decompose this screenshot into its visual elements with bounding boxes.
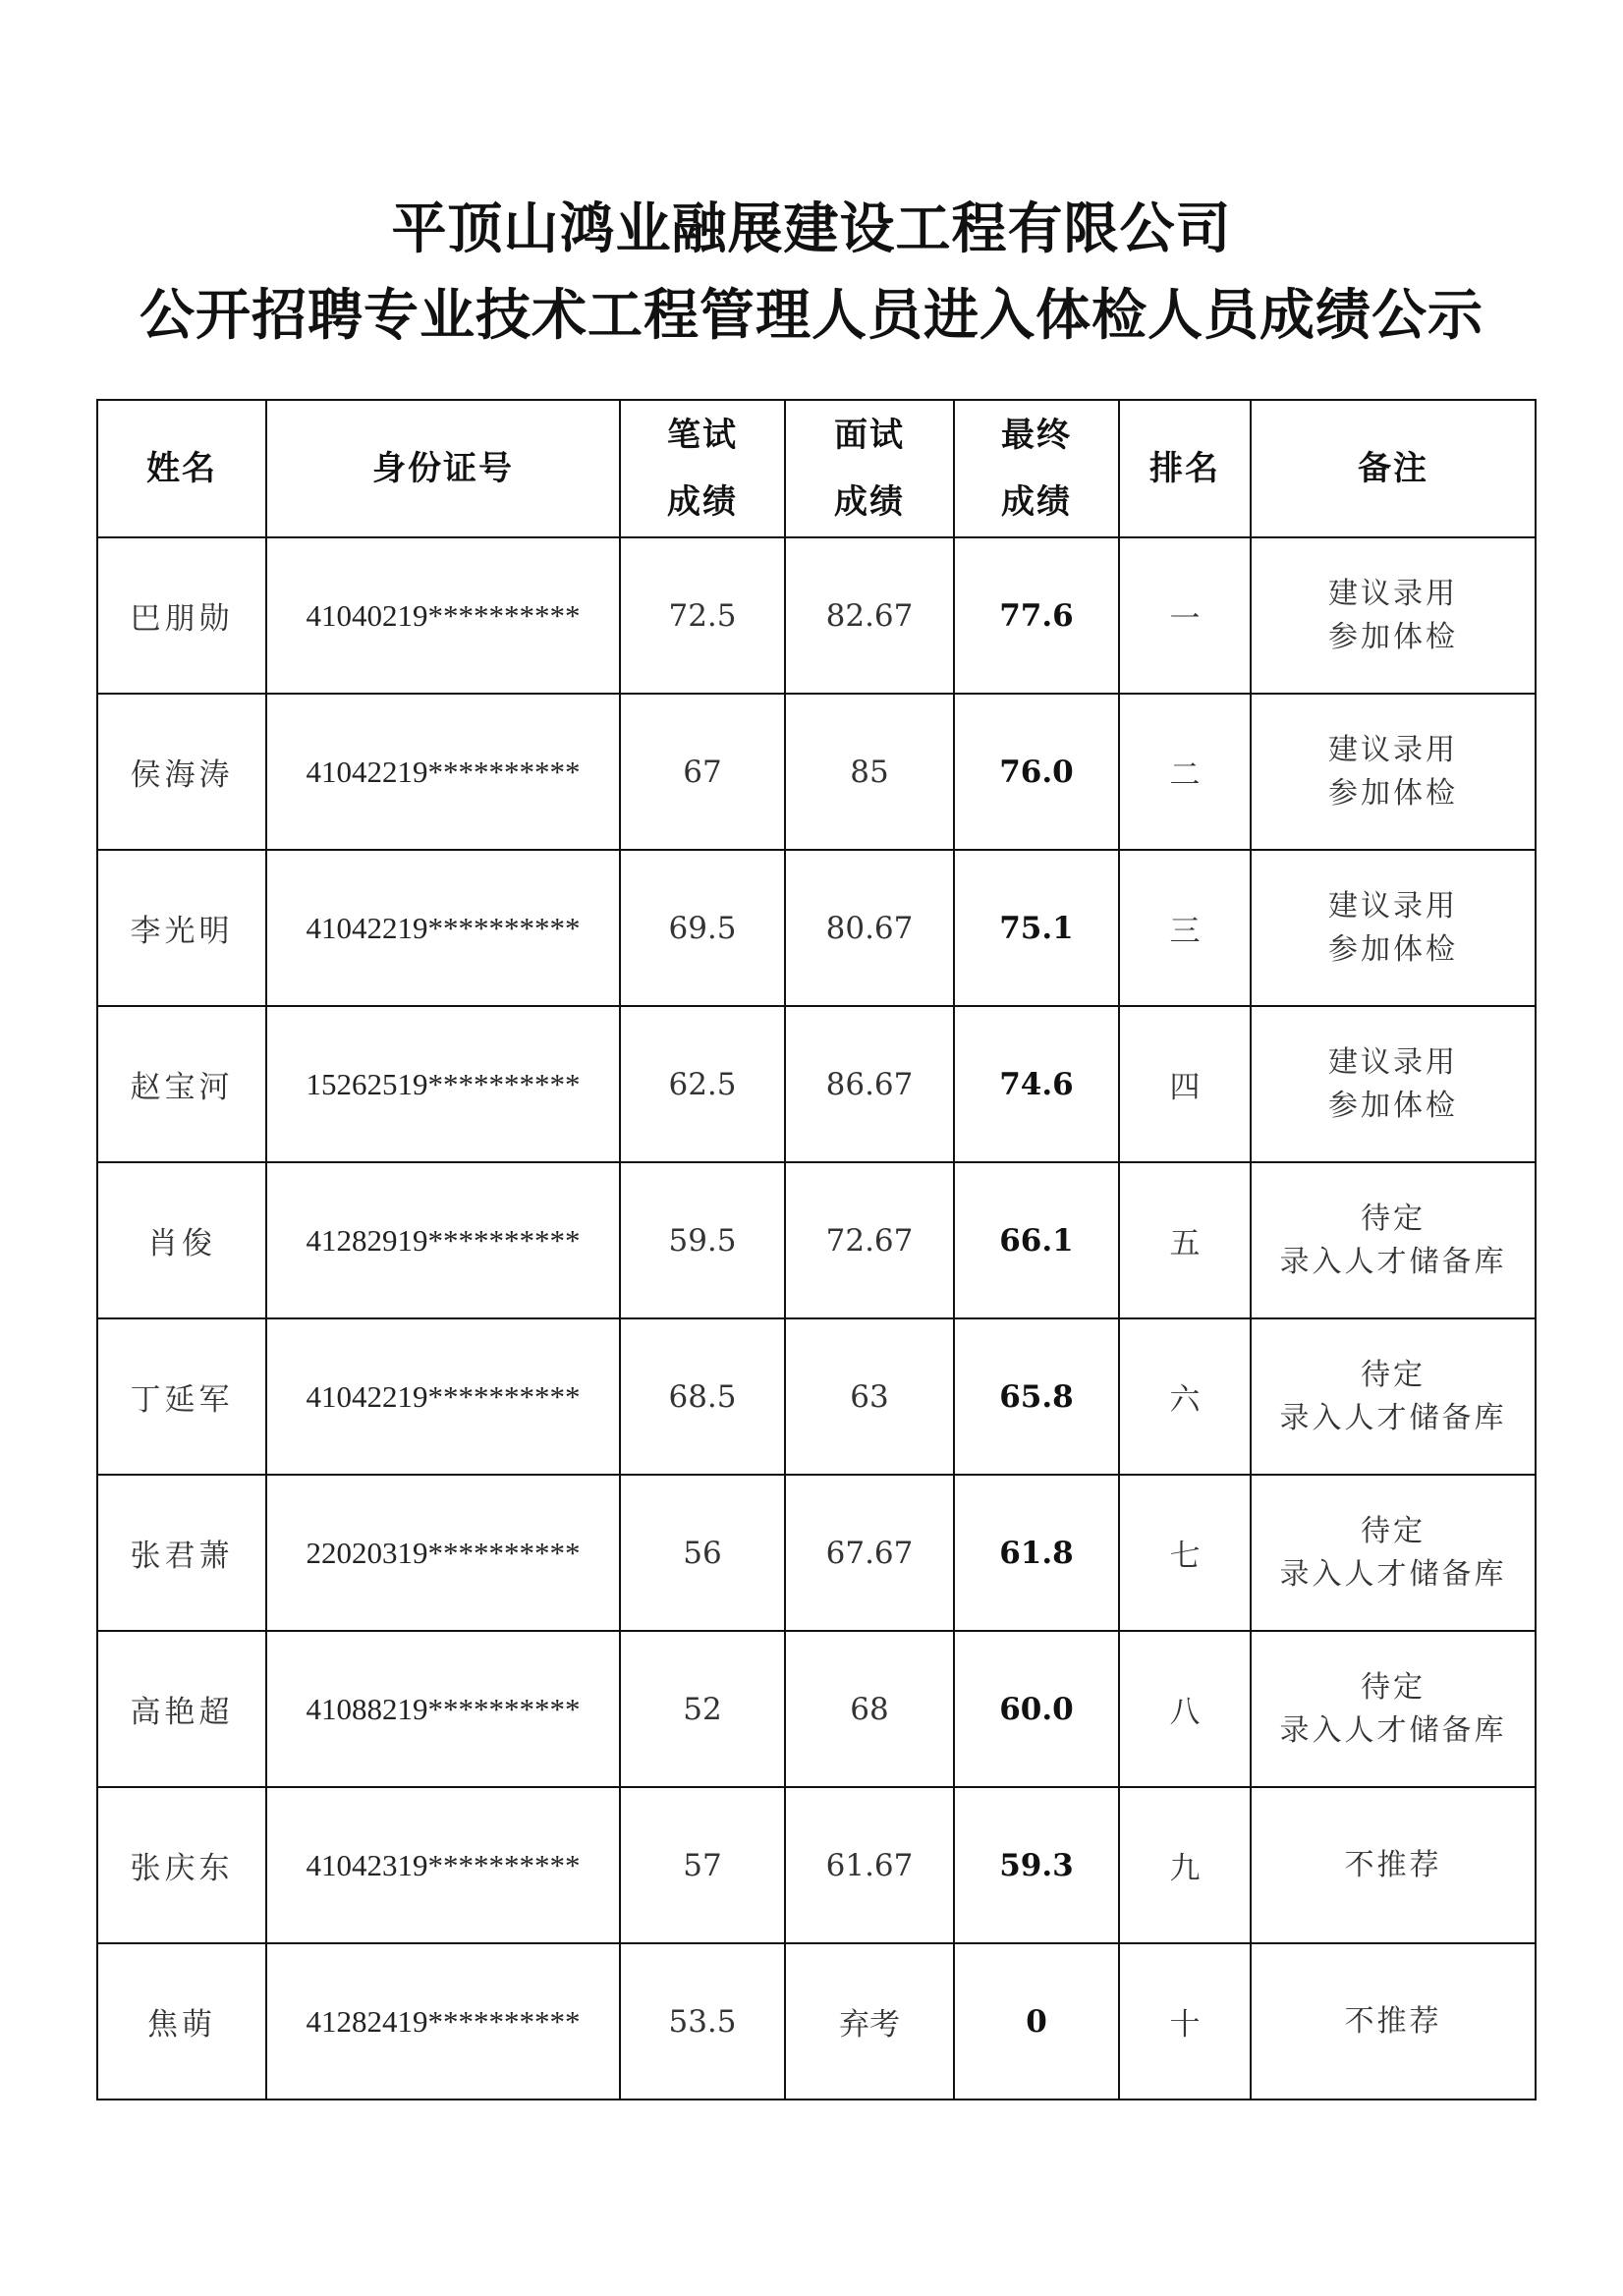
cell-rank: 二 — [1119, 694, 1251, 850]
cell-rank: 五 — [1119, 1162, 1251, 1318]
cell-final-score: 66.1 — [954, 1162, 1119, 1318]
cell-written-score: 68.5 — [620, 1318, 785, 1475]
remark-line: 建议录用 — [1328, 576, 1458, 611]
document-title — [0, 187, 1623, 360]
cell-written-score: 53.5 — [620, 1943, 785, 2100]
cell-final-score: 59.3 — [954, 1787, 1119, 1943]
cell-id-number: 41042319********** — [266, 1787, 620, 1943]
cell-final-score: 76.0 — [954, 694, 1119, 850]
table-row — [97, 537, 1536, 694]
cell-rank: 九 — [1119, 1787, 1251, 1943]
header-row — [97, 400, 1536, 537]
cell-rank: 八 — [1119, 1631, 1251, 1787]
cell-remark — [1251, 1006, 1536, 1162]
cell-name: 李光明 — [97, 850, 266, 1006]
remark-line: 不推荐 — [1344, 2003, 1442, 2039]
cell-remark — [1251, 1475, 1536, 1631]
title-line-company: 平顶山鸿业融展建设工程有限公司 — [391, 197, 1232, 261]
cell-rank: 六 — [1119, 1318, 1251, 1475]
header-written-line1: 笔试 — [667, 416, 738, 455]
header-final-line1: 最终 — [1001, 416, 1072, 455]
remark-line: 参加体检 — [1328, 775, 1458, 811]
cell-rank: 一 — [1119, 537, 1251, 694]
cell-written-score: 69.5 — [620, 850, 785, 1006]
cell-interview-score: 弃考 — [785, 1943, 954, 2100]
cell-id-number: 15262519********** — [266, 1006, 620, 1162]
header-remark: 备注 — [1251, 400, 1536, 537]
cell-final-score: 77.6 — [954, 537, 1119, 694]
cell-interview-score: 68 — [785, 1631, 954, 1787]
remark-line: 录入人才储备库 — [1279, 1244, 1507, 1279]
cell-final-score: 75.1 — [954, 850, 1119, 1006]
cell-remark — [1251, 694, 1536, 850]
remark-line: 参加体检 — [1328, 1088, 1458, 1123]
header-id-number: 身份证号 — [266, 400, 620, 537]
cell-rank: 三 — [1119, 850, 1251, 1006]
cell-remark — [1251, 1318, 1536, 1475]
cell-name: 焦萌 — [97, 1943, 266, 2100]
cell-name: 丁延军 — [97, 1318, 266, 1475]
title-line-subject: 公开招聘专业技术工程管理人员进入体检人员成绩公示 — [140, 284, 1483, 348]
cell-interview-score: 67.67 — [785, 1475, 954, 1631]
cell-name: 赵宝河 — [97, 1006, 266, 1162]
cell-written-score: 52 — [620, 1631, 785, 1787]
cell-final-score: 0 — [954, 1943, 1119, 2100]
cell-remark — [1251, 1787, 1536, 1943]
table-row — [97, 1475, 1536, 1631]
cell-name: 张庆东 — [97, 1787, 266, 1943]
header-interview-line2: 成绩 — [834, 482, 905, 522]
cell-written-score: 57 — [620, 1787, 785, 1943]
remark-line: 待定 — [1361, 1513, 1426, 1548]
cell-remark — [1251, 1943, 1536, 2100]
cell-id-number: 41088219********** — [266, 1631, 620, 1787]
table-row — [97, 1162, 1536, 1318]
table-row — [97, 1943, 1536, 2100]
remark-line: 参加体检 — [1328, 619, 1458, 654]
cell-remark — [1251, 537, 1536, 694]
cell-id-number: 22020319********** — [266, 1475, 620, 1631]
cell-remark — [1251, 1631, 1536, 1787]
cell-written-score: 62.5 — [620, 1006, 785, 1162]
remark-line: 不推荐 — [1344, 1847, 1442, 1882]
cell-rank: 四 — [1119, 1006, 1251, 1162]
header-interview-line1: 面试 — [834, 416, 905, 455]
remark-line: 建议录用 — [1328, 1044, 1458, 1080]
cell-rank: 十 — [1119, 1943, 1251, 2100]
cell-name: 肖俊 — [97, 1162, 266, 1318]
cell-written-score: 56 — [620, 1475, 785, 1631]
table-header — [97, 400, 1536, 537]
cell-name: 高艳超 — [97, 1631, 266, 1787]
cell-id-number: 41042219********** — [266, 850, 620, 1006]
header-final-line2: 成绩 — [1001, 482, 1072, 522]
cell-interview-score: 72.67 — [785, 1162, 954, 1318]
cell-id-number: 41040219********** — [266, 537, 620, 694]
cell-name: 侯海涛 — [97, 694, 266, 850]
remark-line: 待定 — [1361, 1669, 1426, 1705]
cell-interview-score: 86.67 — [785, 1006, 954, 1162]
remark-line: 建议录用 — [1328, 888, 1458, 924]
cell-name: 张君萧 — [97, 1475, 266, 1631]
cell-written-score: 67 — [620, 694, 785, 850]
cell-remark — [1251, 1162, 1536, 1318]
cell-name: 巴朋勋 — [97, 537, 266, 694]
cell-interview-score: 82.67 — [785, 537, 954, 694]
results-table — [96, 399, 1537, 2100]
table-row — [97, 1318, 1536, 1475]
header-final-score — [954, 400, 1119, 537]
header-written-line2: 成绩 — [667, 482, 738, 522]
remark-line: 待定 — [1361, 1201, 1426, 1236]
cell-final-score: 60.0 — [954, 1631, 1119, 1787]
table-row — [97, 694, 1536, 850]
remark-line: 建议录用 — [1328, 732, 1458, 767]
remark-line: 待定 — [1361, 1357, 1426, 1392]
remark-line: 录入人才储备库 — [1279, 1556, 1507, 1592]
cell-written-score: 72.5 — [620, 537, 785, 694]
table-row — [97, 850, 1536, 1006]
table-row — [97, 1631, 1536, 1787]
header-rank: 排名 — [1119, 400, 1251, 537]
cell-written-score: 59.5 — [620, 1162, 785, 1318]
cell-rank: 七 — [1119, 1475, 1251, 1631]
cell-id-number: 41282919********** — [266, 1162, 620, 1318]
table-row — [97, 1787, 1536, 1943]
table-body — [97, 537, 1536, 2100]
cell-id-number: 41282419********** — [266, 1943, 620, 2100]
cell-final-score: 74.6 — [954, 1006, 1119, 1162]
cell-final-score: 65.8 — [954, 1318, 1119, 1475]
remark-line: 录入人才储备库 — [1279, 1400, 1507, 1435]
table-row — [97, 1006, 1536, 1162]
header-written-score — [620, 400, 785, 537]
cell-id-number: 41042219********** — [266, 1318, 620, 1475]
remark-line: 参加体检 — [1328, 931, 1458, 967]
cell-interview-score: 63 — [785, 1318, 954, 1475]
cell-interview-score: 61.67 — [785, 1787, 954, 1943]
cell-remark — [1251, 850, 1536, 1006]
remark-line: 录入人才储备库 — [1279, 1712, 1507, 1748]
cell-interview-score: 80.67 — [785, 850, 954, 1006]
header-name: 姓名 — [97, 400, 266, 537]
cell-interview-score: 85 — [785, 694, 954, 850]
cell-id-number: 41042219********** — [266, 694, 620, 850]
header-interview-score — [785, 400, 954, 537]
cell-final-score: 61.8 — [954, 1475, 1119, 1631]
